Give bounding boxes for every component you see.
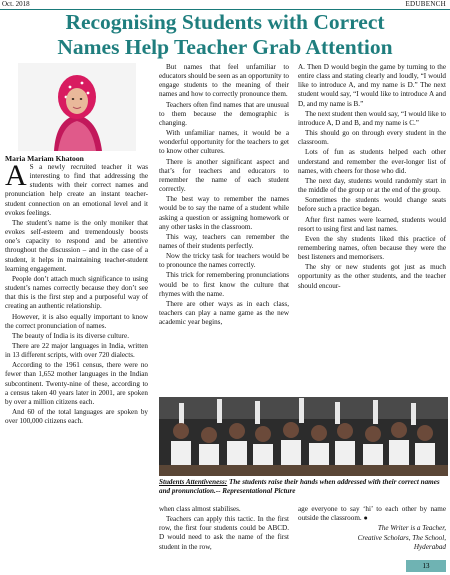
issue-date: Oct. 2018 [2, 0, 30, 8]
paragraph: This way, teachers can remember the names of their students perfectly. [159, 232, 289, 250]
paragraph: age everyone to say ‘hi’ to each other by name outside the classroom. ● [298, 505, 446, 523]
headline-line-2: Names Help Teacher Grab Attention [57, 35, 393, 59]
paragraph: The next day, students would randomly start in the middle of the group or at the end of the group. [298, 176, 446, 195]
paragraph: But names that feel unfamiliar to educators should be seen as an opportunity to engage students to the meaning of their names and how to correctly pronounce them. [159, 63, 289, 99]
intro-paragraph [5, 159, 148, 218]
credit-line: The Writer is a Teacher, [377, 524, 446, 533]
paragraph: There are other ways as in each class, teachers can play a name game as the new academic year begins, [159, 299, 289, 327]
article-column-5 [298, 505, 446, 552]
paragraph: However, it is also equally important to know the correct pronunciation of names. [5, 312, 148, 330]
paragraph: With unfamiliar names, it would be a wonderful opportunity for the teachers to get to know other cultures. [159, 129, 289, 156]
paragraph: The shy or new students got just as much opportunity as the other students, and the teacher should encour- [298, 263, 446, 290]
paragraph: Sometimes the students would change seats before such a practice began. [298, 196, 446, 214]
paragraph: After first names were learned, students would resort to using first and last names. [298, 215, 446, 233]
drop-cap: A [5, 159, 27, 192]
paragraph: People don’t attach much significance to using student’s names correctly because they don’t see that this is the first step and a purposeful way of creating an authentic relationship. [5, 274, 148, 311]
paragraph: when class almost stabilises. [159, 505, 241, 513]
paragraph: There are 22 major languages in India, written in 13 different scripts, with over 720 dialects. [5, 341, 148, 360]
credit-line: Creative Scholars, The School, [357, 533, 446, 542]
headline-line-1: Recognising Students with Correct [65, 10, 385, 34]
paragraph: The next student then would say, “I would like to introduce A, D and B, and my name is C.” [298, 109, 446, 127]
writer-credit [298, 524, 446, 552]
paragraph: The best way to remember the names would be to say the name of a student while asking a question or assigning homework or any other tasks in the classroom. [159, 195, 289, 231]
paragraph: Lots of fun as students helped each other understand and remember the ever-longer list of names, with cheers for those who did. [298, 148, 446, 175]
publication-name: EDUBENCH [405, 0, 446, 8]
paragraph: The student’s name is the only moniker that evokes self-esteem and tremendously boosts one’s capacity to respond and be attentive throughout the discussion – and in the case of a student, it helps in maintaining teacher-student learning engagement. [5, 218, 148, 273]
classroom-photo [159, 397, 448, 476]
article-headline [0, 9, 450, 65]
article-column-4 [159, 505, 289, 553]
credit-line: Hyderabad [413, 542, 446, 551]
paragraph: This trick for remembering pronunciations would be to first know the culture that rhymes with the name. [159, 271, 289, 298]
paragraph: Even the shy students liked this practice of remembering names, often because they were the best listeners and memorisers. [298, 234, 446, 262]
paragraph: Teachers often find names that are unusual to them because the demographic is changing. [159, 100, 289, 127]
author-photo [18, 63, 136, 151]
photo-caption [159, 478, 446, 495]
intro-text: S a newly recruited teacher it was interesting to find that addressing the students with their correct names and pronunciation help create an instant teacher-student connection on an emotional level and it evokes feelings. [5, 163, 148, 217]
paragraph: A. Then D would begin the game by turning to the entire class and stating clearly and loudly, “I would like to introduce A, and my name is D.” The next student would say, “I would like to introduce A and D, and my name is B.” [298, 63, 446, 108]
paragraph: And 60 of the total languages are spoken by over 100,000 citizens each. [5, 408, 148, 426]
article-column-2 [159, 63, 289, 328]
author-byline: Maria Mariam Khatoon [5, 154, 84, 163]
caption-text: The students raise their hands when addressed with their correct names and pronunciation.-- Representational Picture [159, 478, 440, 495]
page-number: 13 [406, 560, 446, 572]
article-column-3 [298, 63, 446, 292]
paragraph: According to the 1961 census, there were no fewer than 1,652 mother languages in the Indian subcontinent. Twenty-nine of these, according to a census taken 40 years later in 2001, are spoken by over a million citizens each. [5, 361, 148, 406]
caption-lead: Students Attentiveness: [159, 478, 228, 486]
paragraph: Now the tricky task for teachers would be to pronounce the names correctly. [159, 252, 289, 270]
paragraph: Teachers can apply this tactic. In the first row, the first four students could be ABCD. D would need to ask the name of the first student in the row, [159, 515, 289, 551]
paragraph: This should go on through every student in the classroom. [298, 129, 446, 147]
paragraph: The beauty of India is its diverse culture. [12, 331, 129, 340]
paragraph: There is another significant aspect and that’s for teachers and educators to remember the name of each student correctly. [159, 157, 289, 194]
article-column-1 [5, 159, 148, 427]
